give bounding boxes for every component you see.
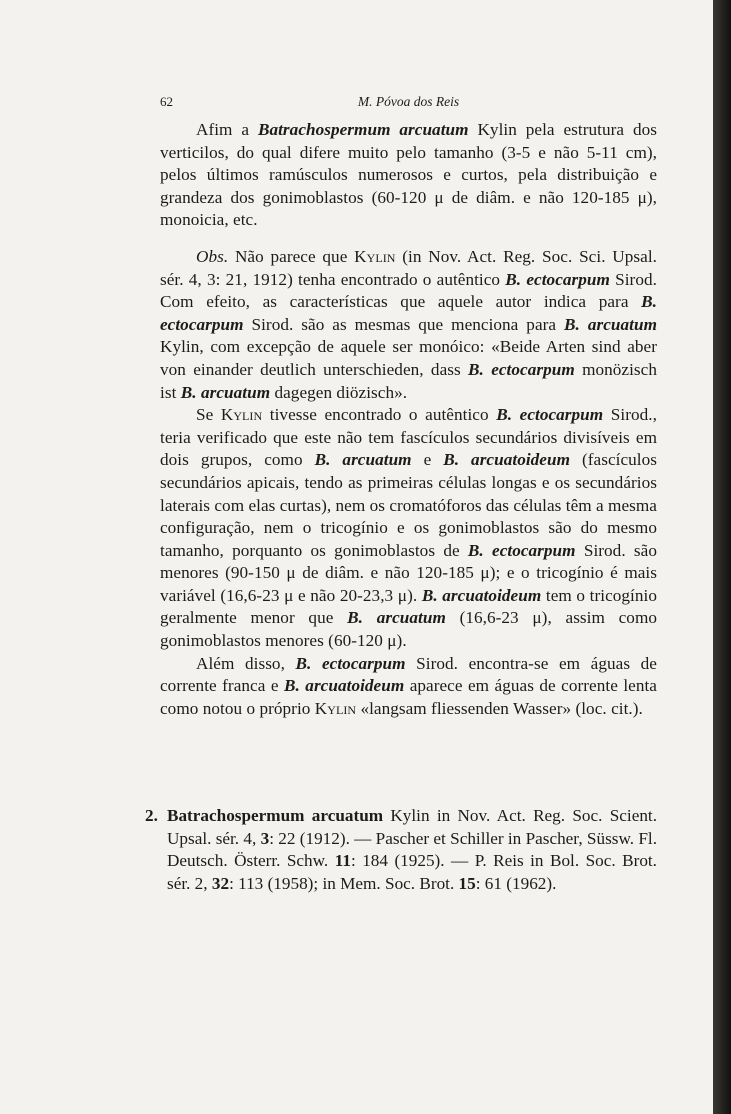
volume-number: 15 — [458, 873, 476, 893]
volume-number: 32 — [211, 873, 230, 893]
text-run: Kylin, com excepção de aquele ser monóico: «Beide Arten sind aber von einander deutlich unterschieden, dass — [160, 337, 657, 379]
volume-number: 3 — [260, 828, 270, 848]
text-run: Sirod. são as mesmas que menciona para — [243, 314, 565, 334]
text-run: Sirod., teria verificado que este não tem fascículos secundários divisíveis em dois grupos, como — [160, 405, 657, 470]
taxon-name: B. arcuatoideum — [283, 676, 405, 696]
obs-label: Obs. — [196, 246, 229, 266]
text-run: (16,6-23 μ), assim como gonimoblastos menores (60-120 μ). — [160, 608, 658, 651]
taxon-name: B. arcuatoideum — [421, 585, 542, 605]
taxon-name: B. arcuatoideum — [443, 450, 571, 470]
reference-number: 2. — [145, 806, 158, 825]
text-run: : 113 (1958); in Mem. Soc. Brot. — [229, 873, 459, 893]
text-run: Além disso, — [196, 653, 296, 673]
body-text — [160, 119, 657, 720]
text-run: tem o tricogínio geralmente menor que — [160, 585, 657, 628]
text-run: Não parece que — [228, 246, 355, 266]
text-run: Se — [196, 405, 221, 425]
paragraph-4 — [160, 653, 657, 721]
text-run: : 22 (1912). — Pascher et Schiller in Pascher, Süssw. Fl. Deutsch. Österr. Schw. — [167, 828, 657, 871]
author-name: Kylin — [220, 405, 263, 425]
taxon-name: B. ectocarpum — [467, 540, 576, 560]
text-run: Sirod. são menores (90-150 μ de diâm. e não 120-185 μ); e o tricogínio é mais variável (16,6-23 μ e não 20-23,3 μ). — [160, 540, 657, 605]
page-number: 62 — [160, 94, 173, 109]
text-run: (in Nov. Act. Reg. Soc. Sci. Upsal. sér. 4, 3: 21, 1912) tenha encontrado o autêntico — [160, 246, 657, 289]
paragraph-1 — [160, 119, 657, 232]
taxon-name: B. ectocarpum — [505, 269, 610, 289]
taxon-name: B. ectocarpum — [160, 292, 657, 334]
text-run: «langsam fliessenden Wasser» (loc. cit.). — [356, 698, 643, 718]
author-name: Kylin — [314, 698, 357, 718]
page-edge-shadow — [713, 0, 731, 1114]
text-run: Sirod. Com efeito, as características que aquele autor indica para — [160, 269, 657, 312]
text-run: monözisch ist — [160, 359, 657, 402]
volume-number: 11 — [334, 851, 351, 871]
paragraph-obs — [160, 246, 657, 404]
text-run: Kylin in Nov. Act. Reg. Soc. Scient. Upsal. sér. 4, — [167, 806, 657, 848]
text-run: Afim a — [196, 120, 258, 139]
text-run: Kylin pela estrutura dos verticilos, do qual difere muito pelo tamanho (3-5 e não 5-11 cm), pelos últimos ramúsculos numerosos e curtos, pela distribuição e grandeza dos gonimoblastos (60-120 μ de diâm. e não 120-185 μ), monoicia, etc. — [160, 120, 657, 230]
author-name: Kylin — [354, 246, 396, 266]
reference-text — [167, 805, 657, 895]
running-title: M. Póvoa dos Reis — [357, 94, 460, 109]
taxon-name: B. arcuatum — [564, 314, 657, 334]
taxon-name: Batrachospermum arcuatum — [257, 120, 469, 139]
taxon-name: B. ectocarpum — [468, 359, 575, 379]
paragraph-3 — [160, 404, 657, 653]
text-run: e — [411, 450, 444, 470]
reference-entry — [145, 805, 657, 895]
text-run: tivesse encontrado o autêntico — [262, 405, 497, 425]
text-run: dagegen diözisch». — [270, 382, 408, 402]
taxon-name: B. arcuatum — [347, 608, 446, 628]
text-run: : 184 (1925). — P. Reis in Bol. Soc. Brot. sér. 2, — [167, 851, 657, 893]
text-run: Sirod. encontra-se em águas de corrente franca e — [160, 653, 657, 696]
taxon-name: B. arcuatum — [314, 450, 412, 470]
taxon-name: B. arcuatum — [180, 382, 271, 402]
text-run: aparece em águas de corrente lenta como notou o próprio — [160, 676, 657, 718]
text-run: : 61 (1962). — [475, 873, 557, 893]
species-heading: Batrachospermum arcuatum — [167, 806, 384, 825]
taxon-name: B. ectocarpum — [496, 405, 604, 425]
text-run: (fascículos secundários apicais, tendo as primeiras células longas e os secundários laterais com elas curtas), nem os cromatóforos das células têm a mesma configuração, nem o tricogínio e os gonimoblastos são do mesmo tamanho, porquanto os gonimoblastos de — [160, 450, 657, 560]
taxon-name: B. ectocarpum — [295, 653, 406, 673]
